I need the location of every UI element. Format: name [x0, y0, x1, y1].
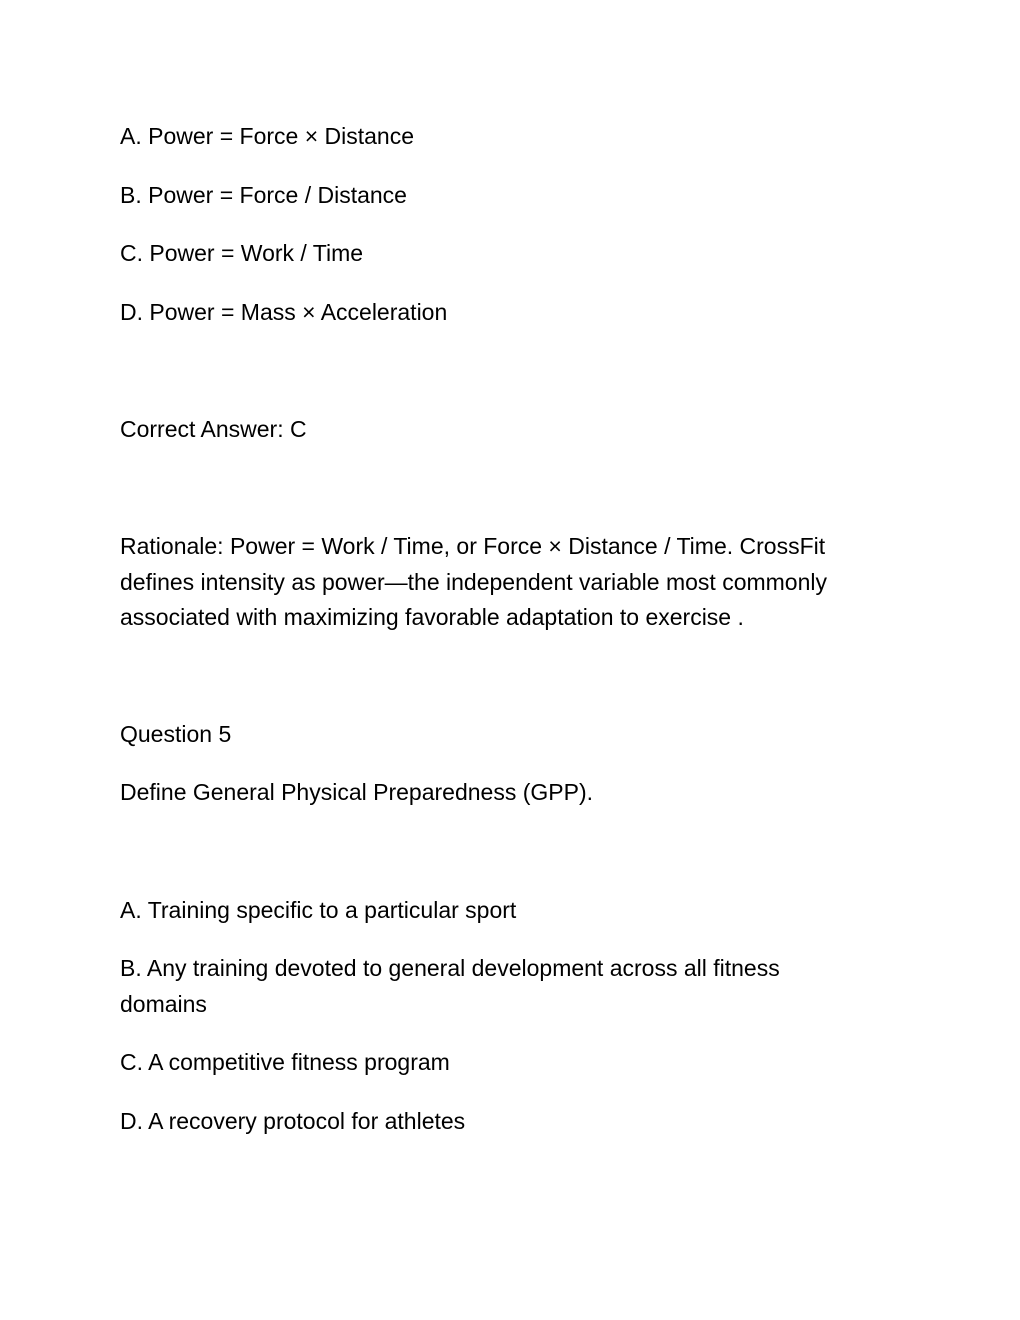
q5-heading: Question 5 [120, 721, 232, 747]
rationale-line: defines intensity as power—the independent variable most commonly [120, 568, 827, 595]
q4-option-d: D. Power = Mass × Acceleration [120, 299, 448, 325]
q5-option-c: C. A competitive fitness program [120, 1049, 450, 1075]
q5-prompt: Define General Physical Preparedness (GPP). [120, 779, 593, 805]
rationale-line: Rationale: Power = Work / Time, or Force × Distance / Time. CrossFit [120, 533, 826, 559]
q5-option-b [120, 951, 910, 1022]
q4-option-c: C. Power = Work / Time [120, 240, 364, 266]
option-b-line: B. Any training devoted to general development across all fitness [120, 955, 780, 981]
q4-option-b: B. Power = Force / Distance [120, 182, 407, 208]
q5-option-d: D. A recovery protocol for athletes [120, 1108, 466, 1134]
q4-rationale [120, 529, 910, 636]
q4-correct-answer: Correct Answer: C [120, 416, 307, 442]
q4-option-a: A. Power = Force × Distance [120, 123, 415, 149]
q5-option-a: A. Training specific to a particular sport [120, 897, 517, 923]
rationale-line: associated with maximizing favorable adaptation to exercise . [120, 604, 744, 630]
option-b-line: domains [120, 990, 207, 1017]
